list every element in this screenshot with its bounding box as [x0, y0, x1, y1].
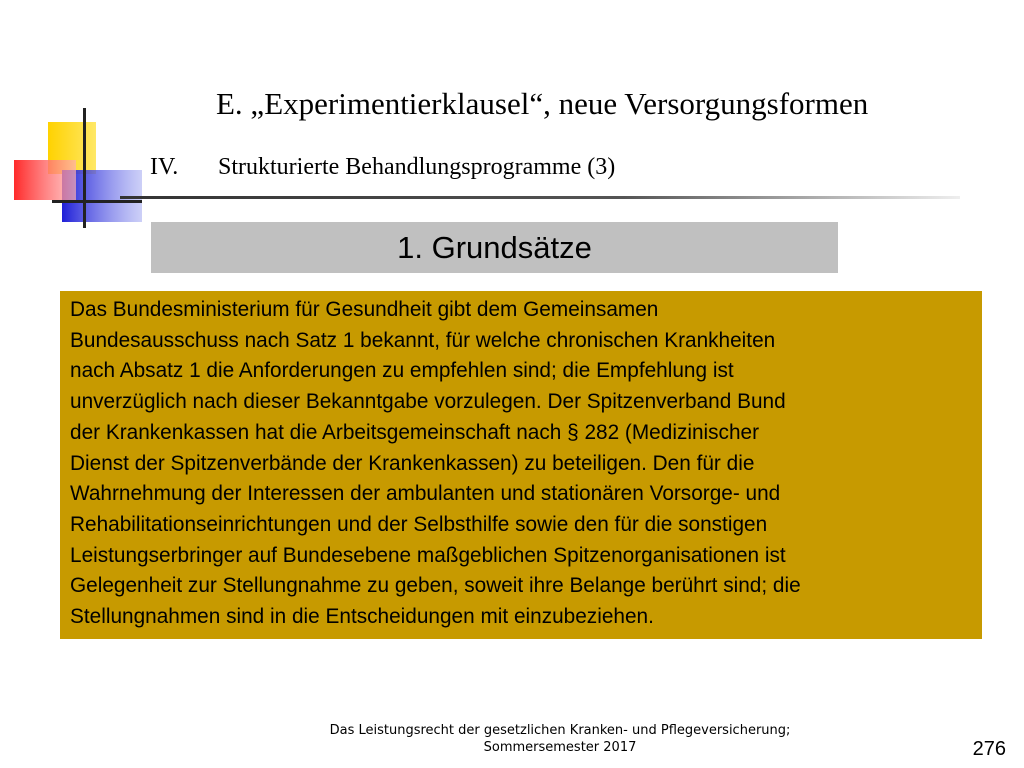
body-text-box	[60, 291, 982, 639]
slide-title: E. „Experimentierklausel“, neue Versorgungsformen	[216, 86, 869, 121]
section-heading: 1. Grundsätze	[397, 229, 592, 265]
body-line: der Krankenkassen hat die Arbeitsgemeinschaft nach § 282 (Medizinischer	[70, 420, 759, 444]
body-line: Stellungnahmen sind in die Entscheidungen mit einzubeziehen.	[70, 605, 654, 629]
body-line: Leistungserbringer auf Bundesebene maßgeblichen Spitzenorganisationen ist	[70, 543, 786, 567]
title-divider	[120, 196, 960, 199]
page-number: 276	[972, 738, 1006, 760]
slide-footer	[280, 722, 840, 756]
slide-decoration-logo	[0, 0, 150, 240]
body-line: Wahrnehmung der Interessen der ambulanten und stationären Vorsorge- und	[70, 482, 781, 506]
deco-red-square	[14, 160, 76, 200]
footer-semester: Sommersemester 2017	[483, 740, 637, 755]
body-line: Das Bundesministerium für Gesundheit gibt dem Gemeinsamen	[70, 298, 659, 321]
subtitle-text: Strukturierte Behandlungsprogramme (3)	[218, 154, 616, 180]
body-line: Dienst der Spitzenverbände der Krankenkassen) zu beteiligen. Den für die	[70, 451, 755, 475]
slide-subtitle	[150, 154, 615, 181]
body-line: Gelegenheit zur Stellungnahme zu geben, soweit ihre Belange berührt sind; die	[70, 574, 801, 598]
section-heading-banner	[151, 222, 838, 273]
body-line: Bundesausschuss nach Satz 1 bekannt, für welche chronischen Krankheiten	[70, 328, 776, 352]
body-line: unverzüglich nach dieser Bekanntgabe vorzulegen. Der Spitzenverband Bund	[70, 390, 786, 414]
subtitle-number: IV.	[150, 154, 179, 180]
body-line: Rehabilitationseinrichtungen und der Selbsthilfe sowie den für die sonstigen	[70, 512, 768, 536]
body-line: nach Absatz 1 die Anforderungen zu empfehlen sind; die Empfehlung ist	[70, 359, 734, 383]
footer-course-title: Das Leistungsrecht der gesetzlichen Kranken- und Pflegeversicherung;	[329, 723, 791, 738]
deco-vertical-line	[83, 108, 86, 228]
deco-horizontal-line	[52, 200, 142, 203]
